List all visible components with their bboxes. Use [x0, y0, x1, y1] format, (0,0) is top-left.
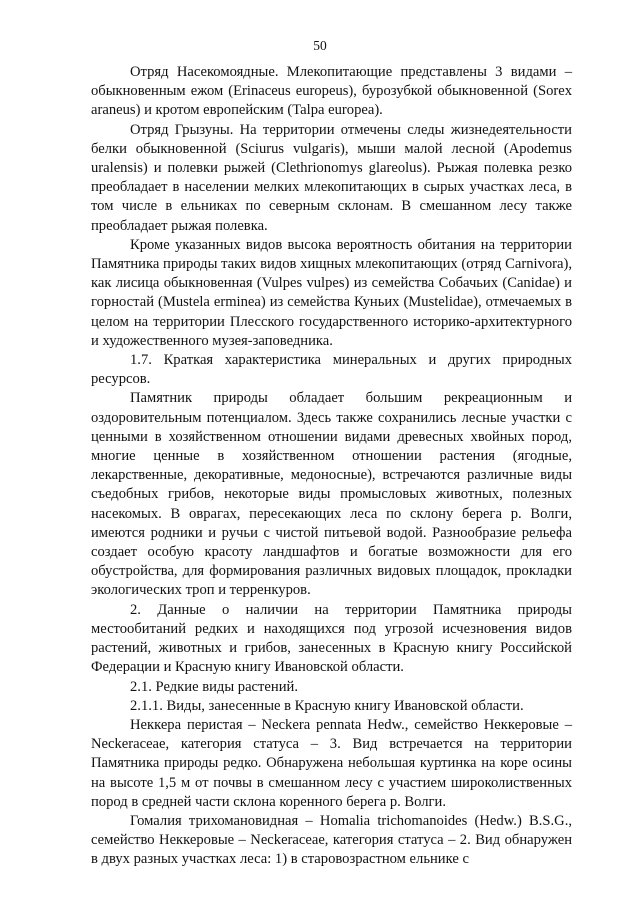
paragraph-homalia: Гомалия трихомановидная – Homalia trichomanoides (Hedw.) B.S.G., семейство Неккеровые – Neckeraceae, категория статуса – 2. Вид обнаружен в двух разных участках леса: 1) в старовозрастном ельнике с: [91, 812, 572, 868]
paragraph-resources: Памятник природы обладает большим рекреационным и оздоровительным потенциалом. Здесь также сохранились лесные участки с ценными в хозяйственном отношении видами древесных хвойных пород, многие ценные в хозяйственном отношении растения (ягодные, лекарственные, декоративные, медоносные), встречаются различные виды съедобных грибов, некоторые виды промысловых животных, полезных насекомых. В оврагах, пересекающих леса по склону берега р. Волги, имеются родники и ручьи с чистой питьевой водой. Разнообразие рельефа создает особую красоту ландшафтов и богатые возможности для его обустройства, для формирования различных видовых площадок, прокладки экологических троп и терренкуров.: [91, 390, 572, 599]
page-number: 50: [313, 38, 327, 53]
paragraph-carnivores: Кроме указанных видов высока вероятность обитания на территории Памятника природы таких видов хищных млекопитающих (отряд Carnivora), как лисица обыкновенная (Vulpes vulpes) из семейства Собачьих (Canidae) и горностай (Mustela erminea) из семейства Куньих (Mustelidae), отмечаемых в целом на территории Плесского государственного историко-архитектурного и художественного музея-заповедника.: [91, 236, 572, 349]
paragraph-neckera-pennata: Неккера перистая – Neckera pennata Hedw., семейство Неккеровые – Neckeraceae, категория статуса – 3. Вид встречается на территории Памятника природы редко. Обнаружена небольшая куртинка на коре осины на высоте 1,5 м от почвы в смешанном лесу с участием широколиственных пород в средней части склона коренного берега р. Волги.: [91, 716, 572, 810]
paragraph-insectivores: Отряд Насекомоядные. Млекопитающие представлены 3 видами – обыкновенным ежом (Erinaceus europeus), бурозубкой обыкновенной (Sorex araneus) и кротом европейским (Talpa europea).: [91, 64, 572, 119]
page-body: [91, 63, 572, 870]
section-heading-1-7: 1.7. Краткая характеристика минеральных и других природных ресурсов.: [91, 352, 572, 388]
section-heading-2: 2. Данные о наличии на территории Памятника природы местообитаний редких и находящихся под угрозой исчезновения видов растений, животных и грибов, занесенных в Красную книгу Российской Федерации и Красную книгу Ивановской области.: [91, 601, 572, 676]
section-heading-2-1: 2.1. Редкие виды растений.: [130, 678, 298, 695]
section-heading-2-1-1: 2.1.1. Виды, занесенные в Красную книгу Ивановской области.: [130, 697, 524, 714]
paragraph-rodents: Отряд Грызуны. На территории отмечены следы жизнедеятельности белки обыкновенной (Sciurus vulgaris), мыши малой лесной (Apodemus uralensis) и полевки рыжей (Clethrionomys glareolus). Рыжая полевка резко преобладает в населении мелких млекопитающих в сырых участках леса, в том числе в ельниках по северным склонам. В смешанном лесу также преобладает рыжая полевка.: [91, 121, 572, 234]
